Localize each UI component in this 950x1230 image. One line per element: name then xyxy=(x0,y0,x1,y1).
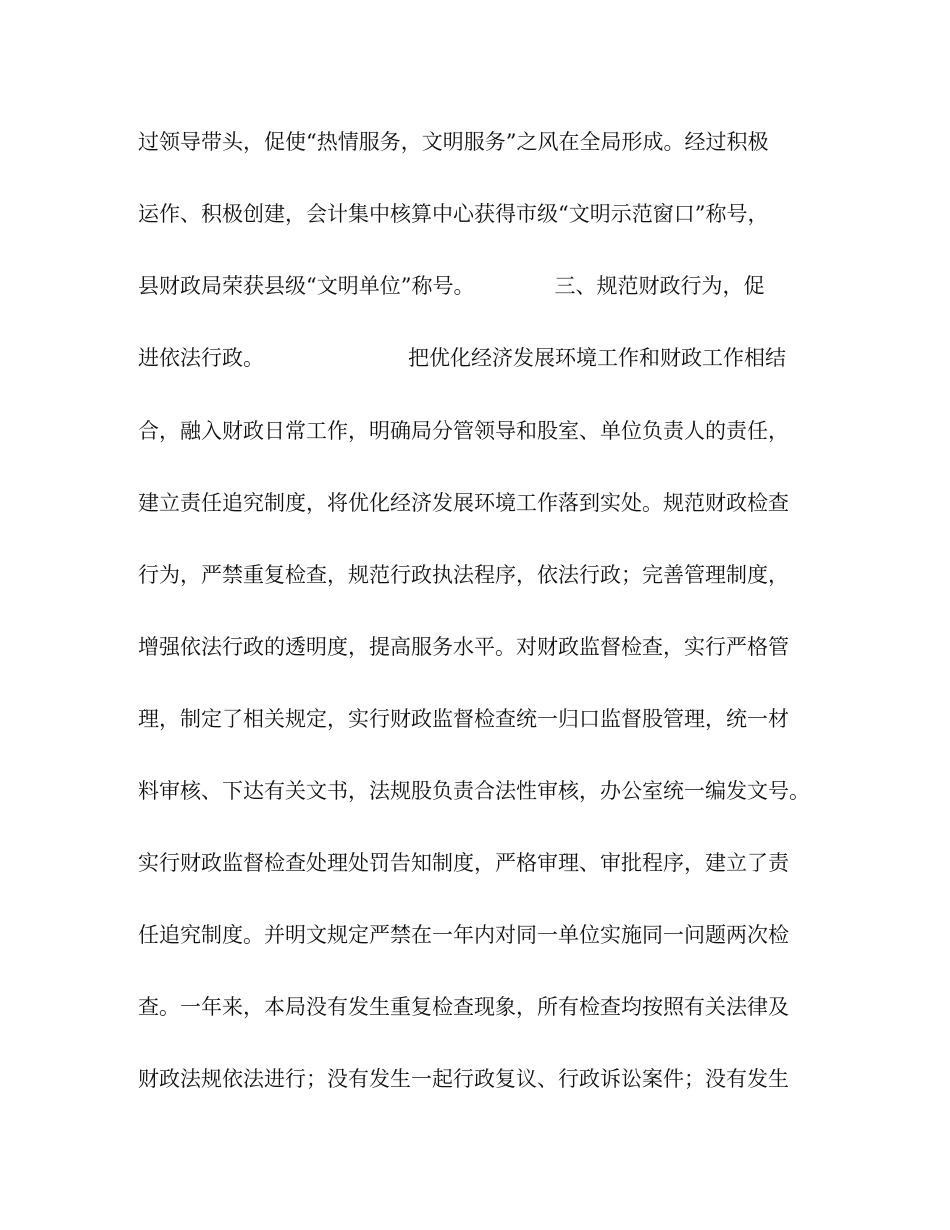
text-line-3 xyxy=(138,266,764,306)
text-line-8: 增强依法行政的透明度，提高服务水平。对财政监督检查，实行严格管 xyxy=(138,635,789,659)
text-line-10: 料审核、下达有关文书，法规股负责合法性审核，办公室统一编发文号。 xyxy=(138,779,810,803)
text-line-14: 财政法规依法进行；没有发生一起行政复议、行政诉讼案件；没有发生 xyxy=(138,1067,789,1091)
text-line-3-part-1: 县财政局荣获县级“文明单位”称号。 xyxy=(138,274,475,298)
text-line-4-part-2: 把优化经济发展环境工作和财政工作相结 xyxy=(408,346,786,370)
text-line-13: 查。一年来，本局没有发生重复检查现象，所有检查均按照有关法律及 xyxy=(138,995,789,1019)
text-line-6: 建立责任追究制度，将优化经济发展环境工作落到实处。规范财政检查 xyxy=(138,491,789,515)
text-line-4 xyxy=(138,338,786,378)
section-heading-3-continued: 进依法行政。 xyxy=(138,346,264,370)
text-line-7: 行为，严禁重复检查，规范行政执法程序，依法行政；完善管理制度， xyxy=(138,563,789,587)
section-heading-3: 三、规范财政行为，促 xyxy=(554,274,765,298)
text-line-11: 实行财政监督检查处理处罚告知制度，严格审理、审批程序，建立了责 xyxy=(138,851,789,875)
text-line-12: 任追究制度。并明文规定严禁在一年内对同一单位实施同一问题两次检 xyxy=(138,923,789,947)
text-line-2: 运作、积极创建，会计集中核算中心获得市级“文明示范窗口”称号， xyxy=(138,202,769,226)
text-line-1: 过领导带头，促使“热情服务，文明服务”之风在全局形成。经过积极 xyxy=(138,130,769,154)
text-line-5: 合，融入财政日常工作，明确局分管领导和股室、单位负责人的责任， xyxy=(138,419,789,443)
text-line-9: 理，制定了相关规定，实行财政监督检查统一归口监督股管理，统一材 xyxy=(138,707,789,731)
